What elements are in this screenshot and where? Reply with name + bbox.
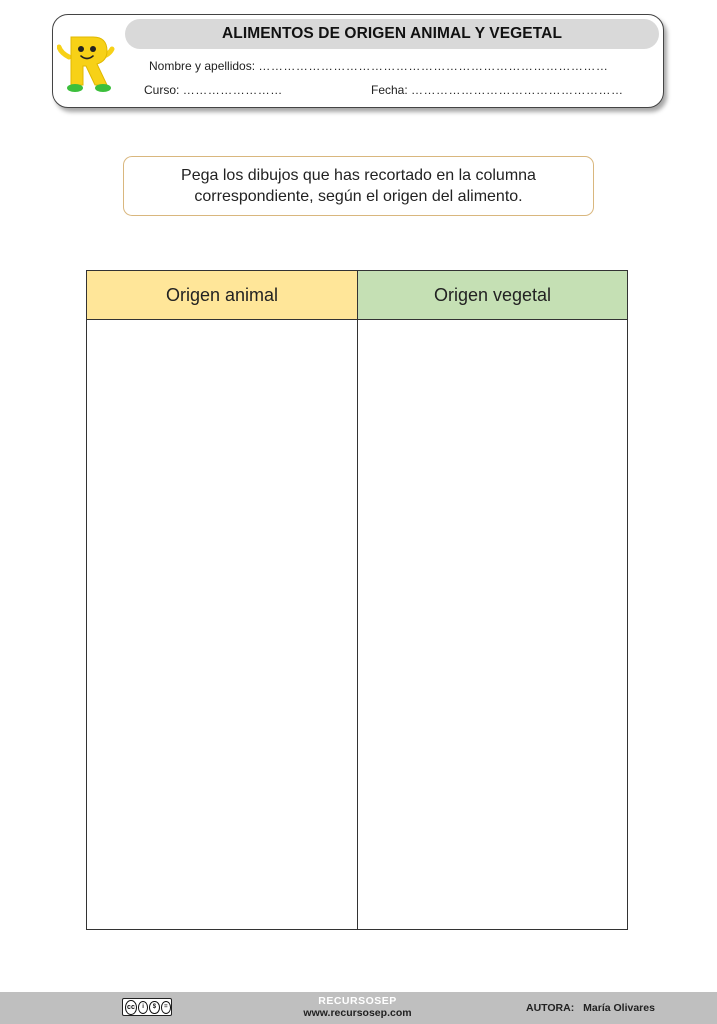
paste-area-animal[interactable]	[87, 320, 357, 929]
author-name: María Olivares	[583, 1002, 655, 1014]
instruction-box	[123, 156, 594, 216]
paste-area-vegetal[interactable]	[358, 320, 627, 929]
by-icon: i	[138, 1001, 148, 1014]
date-dots: ……………………………………………	[411, 83, 624, 97]
instruction-line-2: correspondiente, según el origen del alimento.	[194, 188, 523, 205]
footer-brand: RECURSOSEP	[318, 995, 397, 1007]
creative-commons-badge	[122, 998, 172, 1016]
cc-icon: cc	[125, 1000, 137, 1015]
worksheet-title: ALIMENTOS DE ORIGEN ANIMAL Y VEGETAL	[221, 25, 563, 42]
sorting-table	[86, 270, 628, 930]
name-dots: …………………………………………………………………………	[258, 59, 609, 73]
date-field[interactable]	[371, 83, 639, 97]
column-header-vegetal: Origen vegetal	[358, 271, 627, 320]
author-label: AUTORA:	[526, 1002, 575, 1014]
date-label: Fecha:	[371, 83, 408, 97]
nd-icon: =	[161, 1001, 171, 1014]
name-field[interactable]	[149, 59, 639, 73]
title-bar	[125, 19, 659, 49]
mascot-r-logo	[57, 27, 115, 95]
course-field[interactable]	[144, 83, 314, 97]
column-header-animal: Origen animal	[87, 271, 357, 320]
header-card	[52, 14, 664, 108]
column-origen-vegetal	[357, 271, 627, 929]
footer-author	[526, 1002, 655, 1014]
column-origen-animal	[87, 271, 357, 929]
name-label: Nombre y apellidos:	[149, 59, 256, 73]
nc-icon: $	[149, 1001, 159, 1014]
instruction-line-1: Pega los dibujos que has recortado en la columna	[181, 167, 536, 184]
footer	[0, 992, 717, 1024]
course-dots: ……………………	[182, 83, 283, 97]
course-label: Curso:	[144, 83, 180, 97]
footer-brand-block	[270, 995, 445, 1020]
footer-url[interactable]: www.recursosep.com	[303, 1007, 412, 1019]
